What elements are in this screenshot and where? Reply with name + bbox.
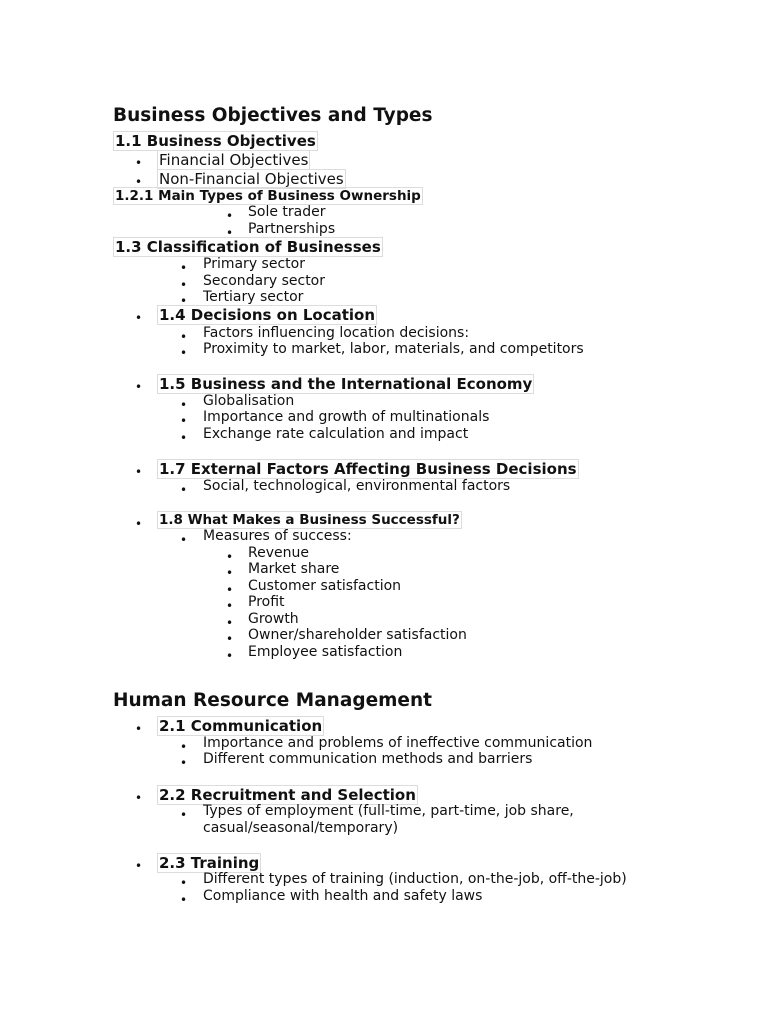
list-item: Non-Financial Objectives xyxy=(159,170,344,188)
list-item: Compliance with health and safety laws xyxy=(203,888,483,904)
heading-1-3: 1.3 Classification of Businesses xyxy=(115,238,381,256)
list-item: Customer satisfaction xyxy=(248,578,402,594)
heading-1-4: 1.4 Decisions on Location xyxy=(159,306,376,324)
bullet: • xyxy=(180,431,188,445)
list-item: Importance and growth of multinationals xyxy=(203,409,490,425)
bullet: • xyxy=(135,722,143,736)
bullet: • xyxy=(180,808,188,822)
list-item: Social, technological, environmental factors xyxy=(203,478,511,494)
heading-2-3: 2.3 Training xyxy=(159,854,260,872)
list-item: Different communication methods and barriers xyxy=(203,751,533,767)
list-item: Globalisation xyxy=(203,393,295,409)
heading-1-1: 1.1 Business Objectives xyxy=(115,132,316,150)
heading-2-1: 2.1 Communication xyxy=(159,717,323,735)
heading-1-5: 1.5 Business and the International Economy xyxy=(159,375,533,393)
list-item: Financial Objectives xyxy=(159,151,309,169)
list-item: Owner/shareholder satisfaction xyxy=(248,627,467,643)
bullet: • xyxy=(180,346,188,360)
heading-2-2: 2.2 Recruitment and Selection xyxy=(159,786,416,804)
list-item: Market share xyxy=(248,561,340,577)
bullet: • xyxy=(180,876,188,890)
list-item-continuation: casual/seasonal/temporary) xyxy=(203,820,399,836)
list-item: Partnerships xyxy=(248,221,336,237)
heading-1-2-1: 1.2.1 Main Types of Business Ownership xyxy=(115,188,421,204)
bullet: • xyxy=(180,893,188,907)
list-item: Factors influencing location decisions: xyxy=(203,325,470,341)
section-title: Human Resource Management xyxy=(113,690,432,711)
bullet: • xyxy=(135,175,143,189)
bullet: • xyxy=(226,226,234,240)
bullet: • xyxy=(180,294,188,308)
list-item: Growth xyxy=(248,611,299,627)
bullet: • xyxy=(226,632,234,646)
heading-1-7: 1.7 External Factors Affecting Business Decisions xyxy=(159,460,577,478)
bullet: • xyxy=(226,599,234,613)
bullet: • xyxy=(226,616,234,630)
bullet: • xyxy=(180,398,188,412)
list-item: Measures of success: xyxy=(203,528,352,544)
list-item: Types of employment (full-time, part-time, job share, xyxy=(203,803,574,819)
bullet: • xyxy=(135,465,143,479)
list-item: Sole trader xyxy=(248,204,326,220)
bullet: • xyxy=(226,649,234,663)
bullet: • xyxy=(135,156,143,170)
list-item: Employee satisfaction xyxy=(248,644,403,660)
bullet: • xyxy=(180,740,188,754)
bullet: • xyxy=(226,209,234,223)
bullet: • xyxy=(180,261,188,275)
list-item: Profit xyxy=(248,594,285,610)
bullet: • xyxy=(226,550,234,564)
bullet: • xyxy=(226,583,234,597)
bullet: • xyxy=(180,330,188,344)
bullet: • xyxy=(135,791,143,805)
list-item: Revenue xyxy=(248,545,309,561)
bullet: • xyxy=(180,533,188,547)
list-item: Tertiary sector xyxy=(203,289,304,305)
bullet: • xyxy=(180,278,188,292)
list-item: Different types of training (induction, on-the-job, off-the-job) xyxy=(203,871,627,887)
bullet: • xyxy=(226,566,234,580)
list-item: Importance and problems of ineffective communication xyxy=(203,735,593,751)
bullet: • xyxy=(180,756,188,770)
section-title: Business Objectives and Types xyxy=(113,105,433,126)
bullet: • xyxy=(135,380,143,394)
bullet: • xyxy=(135,859,143,873)
bullet: • xyxy=(135,311,143,325)
list-item: Proximity to market, labor, materials, and competitors xyxy=(203,341,584,357)
list-item: Secondary sector xyxy=(203,273,326,289)
bullet: • xyxy=(180,414,188,428)
list-item: Exchange rate calculation and impact xyxy=(203,426,469,442)
bullet: • xyxy=(180,483,188,497)
heading-1-8: 1.8 What Makes a Business Successful? xyxy=(159,512,460,528)
list-item: Primary sector xyxy=(203,256,305,272)
bullet: • xyxy=(135,517,143,531)
